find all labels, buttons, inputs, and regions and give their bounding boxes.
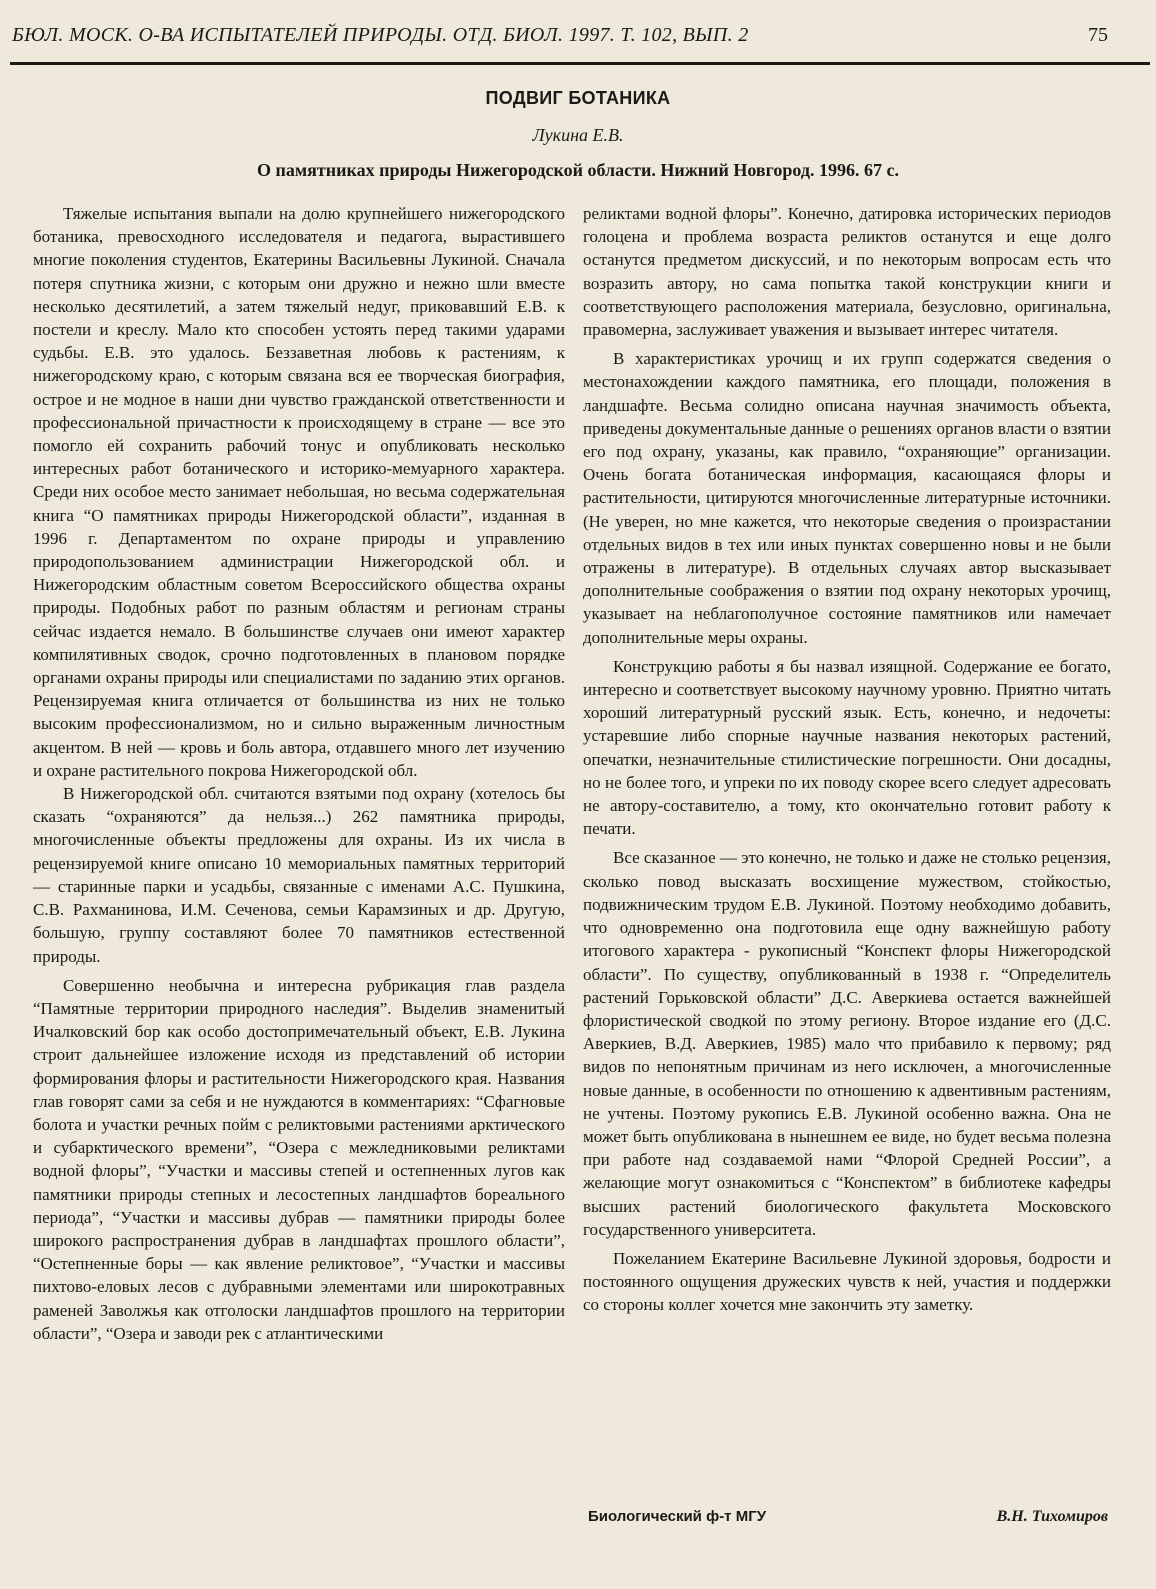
paragraph-continued: реликтами водной флоры”. Конечно, датировка исторических периодов голоцена и проблема возраста реликтов останутся и еще долго останутся предметом дискуссий, и по некоторым вопросам есть что возразить автору, но сама попытка такой конструкции книги и соответствующего расположения материала, безусловно, оригинальна, правомерна, заслуживает уважения и вызывает интерес читателя. xyxy=(583,204,1111,340)
author-signature: В.Н. Тихомиров xyxy=(996,1508,1108,1525)
book-citation: О памятниках природы Нижегородской области. Нижний Новгород. 1996. 67 с. xyxy=(257,160,899,180)
paragraph: Конструкцию работы я бы назвал изящной. Содержание ее богато, интересно и соответствует высокому научному уровню. Приятно читать хороший литературный русский язык. Есть, конечно, и недочеты: устаревшие либо спорные научные названия некоторых растений, опечатки, незначительные стилистические погрешности. Они досадны, но не более того, и упреки по их поводу скорее всего следует адресовать не автору-составителю, а тому, кто окончательно готовит работу к печати. xyxy=(583,656,1111,839)
book-author: Лукина Е.В. xyxy=(532,125,624,145)
author-affiliation: Биологический ф-т МГУ xyxy=(588,1508,767,1525)
paragraph: Пожеланием Екатерине Васильевне Лукиной здоровья, бодрости и постоянного ощущения дружеских чувств к ней, участия и поддержки со стороны коллег хочется мне закончить эту заметку. xyxy=(583,1248,1111,1315)
paragraph: Совершенно необычна и интересна рубрикация глав раздела “Памятные территории природного наследия”. Выделив знаменитый Ичалковский бор как особо достопримечательный объект, Е.В. Лукина строит дальнейшее изложение исходя из представлений об истории формирования флоры и растительности Нижегородского края. Названия глав говорят сами за себя и не нуждаются в комментариях: “Сфагновые болота и участки речных пойм с реликтовыми растениями арктического и субарктического времени”, “Озера с межледниковыми реликтами водной флоры”, “Участки и массивы степей и остепненных лугов как памятники природы степных и лесостепных ландшафтов бореального периода”, “Участки и массивы дубрав — памятники природы более широкого распространения дубрав в ландшафтах прошлого области”, “Остепненные боры — как явление реликтовое”, “Участки и массивы пихтово-еловых лесов с дубравными элементами или широкотравных раменей Заволжья как отголоски ландшафтов прошлого на территории области”, “Озера и заводи рек с атлантическими xyxy=(33,975,565,1343)
running-header: БЮЛ. МОСК. О-ВА ИСПЫТАТЕЛЕЙ ПРИРОДЫ. ОТД. БИОЛ. 1997. Т. 102, ВЫП. 2 xyxy=(12,24,749,46)
paragraph: Все сказанное — это конечно, не только и даже не столько рецензия, сколько повод высказать восхищение мужеством, стойкостью, подвижническим трудом Е.В. Лукиной. Поэтому необходимо добавить, что одновременно она подготовила еще одну важнейшую работу итогового характера - рукописный “Конспект флоры Нижегородской области”. По существу, опубликованный в 1938 г. “Определитель растений Горьковской области” Д.С. Аверкиева остается важнейшей флористической сводкой по этому региону. Второе издание его (Д.С. Аверкиев, В.Д. Аверкиев, 1985) мало что прибавило к первому; ряд видов по непонятным причинам из него исключен, а многочисленные новые данные, в особенности по отношению к адвентивным растениям, не учтены. Поэтому рукопись Е.В. Лукиной особенно важна. Она не может быть опубликована в нынешнем ее виде, но будет весьма полезна при работе над создаваемой нами “Флорой Средней России”, а желающие могут ознакомиться с “Конспектом” в библиотеке кафедры высших растений биологического факультета Московского государственного университета. xyxy=(583,848,1111,1239)
page-number: 75 xyxy=(1088,24,1108,46)
left-column xyxy=(33,202,565,1345)
paragraph: В характеристиках урочищ и их групп содержатся сведения о местонахождении каждого памятника, его площади, положения в ландшафте. Весьма солидно описана научная значимость объекта, приведены документальные данные о решениях органов власти о взятии его под охрану, указаны, как правило, “охраняющие” организации. Очень богата ботаническая информация, касающаяся флоры и растительности, цитируются многочисленные литературные источники. (Не уверен, но мне кажется, что некоторые сведения о произрастании отдельных видов в тех или иных пунктах совершенно новы и не были отражены в литературе). В отдельных случаях автор высказывает дополнительные соображения о взятии под охрану некоторых урочищ, указывает на неблагополучное состояние памятников или намечает дополнительные меры охраны. xyxy=(583,349,1111,647)
paragraph: Тяжелые испытания выпали на долю крупнейшего нижегородского ботаника, превосходного исследователя и педагога, вырастившего многие поколения студентов, Екатерины Васильевны Лукиной. Сначала потеря спутника жизни, с которым они дружно и нежно шли вместе несколько десятилетий, а затем тяжелый недуг, приковавший Е.В. к постели и креслу. Мало кто способен устоять перед такими ударами судьбы. Е.В. это удалось. Беззаветная любовь к растениям, к нижегородскому краю, с которым связана вся ее творческая биография, острое и не модное в наши дни чувство гражданской ответственности и профессиональной причастности к происходящему в стране — все это помогло ей сохранить рабочий тонус и опубликовать несколько интересных работ ботанического и историко-мемуарного характера. Среди них особое место занимает небольшая, но весьма содержательная книга “О памятниках природы Нижегородской области”, изданная в 1996 г. Департаментом по охране природы и управлению природопользованием администрации Нижегородской обл. и Нижегородским областным советом Всероссийского общества охраны природы. Подобных работ по разным областям и регионам страны сейчас издается немало. В большинстве случаев они имеют характер компилятивных сводок, срочно подготовленных в плановом порядке органами охраны природы или специалистами по заданию этих органов. Рецензируемая книга отличается от большинства из них не только высоким профессионализмом, но и сильно выраженным личностным акцентом. В ней — кровь и боль автора, отдавшего много лет изучению и охране растительного покрова Нижегородской обл. xyxy=(33,204,565,780)
right-column xyxy=(583,202,1111,1317)
article-title: ПОДВИГ БОТАНИКА xyxy=(485,88,671,108)
header-rule xyxy=(10,62,1150,65)
paragraph: В Нижегородской обл. считаются взятыми под охрану (хотелось бы сказать “охраняются” да нельзя...) 262 памятника природы, многочисленные объекты предложены для охраны. Из их числа в рецензируемой книге описано 10 мемориальных памятных территорий — старинные парки и усадьбы, связанные с именами А.С. Пушкина, С.В. Рахманинова, И.М. Сеченова, семьи Карамзиных и др. Другую, большую, группу составляют более 70 памятников естественной природы. xyxy=(33,784,565,966)
